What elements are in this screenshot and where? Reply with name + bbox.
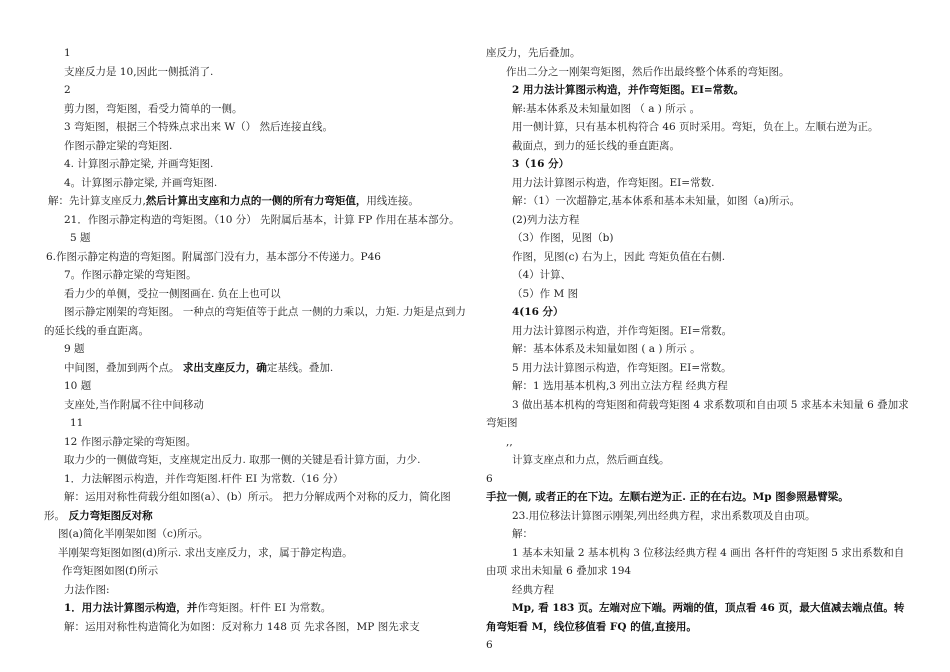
text-span: ,, xyxy=(506,435,513,448)
text-span: 用线连接。 xyxy=(366,195,419,207)
text-span: 11 xyxy=(70,417,84,429)
right-text-line xyxy=(486,359,910,378)
left-text-line xyxy=(44,618,468,637)
right-text-line xyxy=(486,137,910,156)
left-text-line xyxy=(44,192,468,211)
text-span: 解：（1）一次超静定,基本体系和基本未知量，如图（a)所示。 xyxy=(512,195,801,207)
text-span: 然后计算出支座和力点的一侧的所有力弯矩值， xyxy=(145,195,367,207)
text-span: 1 xyxy=(64,47,71,59)
text-span: （5）作 M 图 xyxy=(512,287,579,300)
right-text-line xyxy=(486,303,910,322)
text-span: 6 xyxy=(486,472,493,485)
left-text-line xyxy=(44,137,468,156)
text-span: 手拉一侧, 或者正的在下边。左顺右逆为正. 正的在右边。Mp 图参照悬臂梁。 xyxy=(486,491,849,503)
text-span: 3 弯矩图，根据三个特殊点求出来 W（） 然后连接直线。 xyxy=(64,121,333,133)
text-span: 解：先计算支座反力, xyxy=(48,195,146,207)
text-span: 用力法计算图示构造，并作弯矩图。EI=常数。 xyxy=(512,324,733,337)
text-span: 取力少的一侧做弯矩，支座规定出反力. 取那一侧的关键是看计算方面，力少. xyxy=(64,454,421,466)
text-span: 支座处,当作附属不往中间移动 xyxy=(64,398,204,411)
text-span: 图(a)简化半刚架如图（c)所示。 xyxy=(58,528,209,540)
text-span: 解：1 选用基本机构,3 列出立法方程 经典方程 xyxy=(512,380,728,392)
text-span: 解：运用对称性荷载分组如图(a）、(b）所示。 把力分解成两个对称的反力，简化图形。 xyxy=(44,491,451,522)
right-text-line xyxy=(486,396,910,433)
text-span: 3 做出基本机构的弯矩图和荷载弯矩图 4 求系数项和自由项 5 求基本未知量 6 叠加求弯矩图 xyxy=(486,398,909,429)
left-text-line xyxy=(44,100,468,119)
text-span: 解：基本体系及未知量如图 ( a ) 所示 。 xyxy=(512,343,701,355)
left-text-line xyxy=(44,525,468,544)
text-span: 半刚架弯矩图如图(d)所示. 求出支座反力，求，属于静定构造。 xyxy=(58,546,353,559)
right-column xyxy=(486,44,910,655)
text-span: 10 题 xyxy=(64,380,92,392)
right-text-line xyxy=(486,248,910,267)
right-text-line xyxy=(486,63,910,82)
left-text-line xyxy=(44,303,468,340)
text-span: 作图，见图(c) 右为上，因此 弯矩负值在右侧. xyxy=(512,250,726,263)
text-span: 1．用力法计算图示构造，并 xyxy=(64,602,198,614)
text-span: 1 基本未知量 2 基本机构 3 位移法经典方程 4 画出 各杆件的弯矩图 5 求出系数和自由项 求出未知量 6 叠加求 194 xyxy=(486,546,905,577)
text-span: Mp, 看 183 页。左端对应下端。两端的值，顶点看 46 页，最大值减去端点值。转角弯矩看 M，线位移值看 FQ 的值,直接用。 xyxy=(486,602,905,633)
text-span: 用力法计算图示构造，作弯矩图。EI=常数. xyxy=(512,176,715,189)
left-text-line xyxy=(44,81,468,100)
left-text-line xyxy=(44,599,468,618)
left-text-line xyxy=(44,433,468,452)
text-span: 作弯矩图。杆件 EI 为常数。 xyxy=(197,602,332,614)
text-span: 求出支座反力，确 xyxy=(182,361,267,374)
left-text-line xyxy=(44,266,468,285)
right-text-line xyxy=(486,470,910,489)
text-span: 截面点，到力的延长线的垂直距离。 xyxy=(512,139,680,152)
text-span: 3（16 分） xyxy=(512,158,570,170)
right-text-line xyxy=(486,322,910,341)
text-span: 定基线。叠加. xyxy=(266,361,334,374)
text-span: 座反力，先后叠加。 xyxy=(486,47,581,59)
left-text-line xyxy=(44,544,468,563)
left-text-line xyxy=(44,340,468,359)
text-span: 解：运用对称性构造简化为如图：反对称力 148 页 先求各图，MP 图先求支 xyxy=(64,620,420,633)
right-text-line xyxy=(486,507,910,526)
text-span: 解： xyxy=(512,528,533,540)
right-text-line xyxy=(486,155,910,174)
text-span: 图示静定刚架的弯矩图。 一种点的弯矩值等于此点 一侧的力乘以，力矩. 力矩是点到力的延长线的垂直距离。 xyxy=(44,306,466,337)
right-text-line xyxy=(486,433,910,452)
left-text-line xyxy=(44,470,468,489)
text-span: 看力少的单侧，受拉一侧图画在. 负在上也可以 xyxy=(64,287,281,300)
left-text-line xyxy=(44,155,468,174)
text-span: 5 题 xyxy=(70,232,91,244)
left-text-line xyxy=(44,44,468,63)
left-text-line xyxy=(44,359,468,378)
left-text-line xyxy=(44,396,468,415)
text-span: 1．力法解图示构造，并作弯矩图.杆件 EI 为常数.（16 分） xyxy=(64,472,344,485)
text-span: 力法作图: xyxy=(64,583,110,596)
right-text-line xyxy=(486,285,910,304)
left-text-line xyxy=(44,414,468,433)
left-text-line xyxy=(44,174,468,193)
text-span: （3）作图，见图（b) xyxy=(512,232,614,244)
text-span: 4. 计算图示静定梁, 并画弯矩图. xyxy=(64,158,214,170)
text-span: 用一侧计算，只有基本机构符合 46 页时采用。弯矩，负在上。左顺右逆为正。 xyxy=(512,121,879,133)
text-span: 作出二分之一刚架弯矩图，然后作出最终整个体系的弯矩图。 xyxy=(506,65,790,78)
right-text-line xyxy=(486,229,910,248)
text-span: 作弯矩图如图(f)所示 xyxy=(62,565,159,577)
left-text-line xyxy=(44,581,468,600)
text-span: 12 作图示静定梁的弯矩图。 xyxy=(64,435,197,448)
right-text-line xyxy=(486,636,910,655)
text-span: 5 用力法计算图示构造，作弯矩图。EI=常数。 xyxy=(512,361,732,374)
text-span: 9 题 xyxy=(64,343,85,355)
text-span: 4。计算图示静定梁, 并画弯矩图. xyxy=(64,176,218,189)
right-text-line xyxy=(486,488,910,507)
left-text-line xyxy=(44,562,468,581)
left-column xyxy=(44,44,468,636)
left-text-line xyxy=(44,377,468,396)
right-text-line xyxy=(486,581,910,600)
text-span: 2 用力法计算图示构造，并作弯矩图。EI=常数。 xyxy=(512,84,745,96)
right-text-line xyxy=(486,100,910,119)
left-text-line xyxy=(44,118,468,137)
left-text-line xyxy=(44,63,468,82)
right-text-line xyxy=(486,44,910,63)
left-text-line xyxy=(44,451,468,470)
left-text-line xyxy=(44,211,468,230)
right-text-line xyxy=(486,118,910,137)
text-span: 23.用位移法计算图示刚架,列出经典方程，求出系数项及自由项。 xyxy=(512,509,816,522)
right-text-line xyxy=(486,544,910,581)
text-span: 中间图，叠加到两个点。 xyxy=(64,361,183,374)
left-text-line xyxy=(44,285,468,304)
text-span: 6.作图示静定构造的弯矩图。附属部门没有力，基本部分不传递力。P46 xyxy=(46,250,381,263)
left-text-line xyxy=(44,229,468,248)
right-text-line xyxy=(486,451,910,470)
text-span: （4）计算、 xyxy=(512,269,572,281)
right-text-line xyxy=(486,377,910,396)
text-span: 作图示静定梁的弯矩图. xyxy=(64,139,173,152)
left-text-line xyxy=(44,488,468,525)
left-text-line xyxy=(44,248,468,267)
text-span: 4(16 分） xyxy=(512,306,564,318)
text-span: (2)列力法方程 xyxy=(512,213,580,226)
text-span: 剪力图，弯矩图，看受力简单的一侧。 xyxy=(64,102,243,115)
text-span: 7。作图示静定梁的弯矩图。 xyxy=(64,269,197,281)
right-text-line xyxy=(486,81,910,100)
right-text-line xyxy=(486,340,910,359)
right-text-line xyxy=(486,599,910,636)
right-text-line xyxy=(486,525,910,544)
text-span: 解:基本体系及未知量如图 （ a ) 所示 。 xyxy=(512,102,701,115)
text-span: 2 xyxy=(64,84,71,96)
text-span: 21．作图示静定构造的弯矩图。（10 分） 先附属后基本，计算 FP 作用在基本部分。 xyxy=(64,213,460,226)
text-span: 6 xyxy=(486,639,493,651)
right-text-line xyxy=(486,174,910,193)
right-text-line xyxy=(486,211,910,230)
right-text-line xyxy=(486,266,910,285)
bold-text-span: 反力弯矩图反对称 xyxy=(65,509,153,522)
right-text-line xyxy=(486,192,910,211)
text-span: 计算支座点和力点，然后画直线。 xyxy=(512,454,670,466)
text-span: 经典方程 xyxy=(512,583,554,596)
text-span: 支座反力是 10,因此一侧抵消了. xyxy=(64,65,214,78)
